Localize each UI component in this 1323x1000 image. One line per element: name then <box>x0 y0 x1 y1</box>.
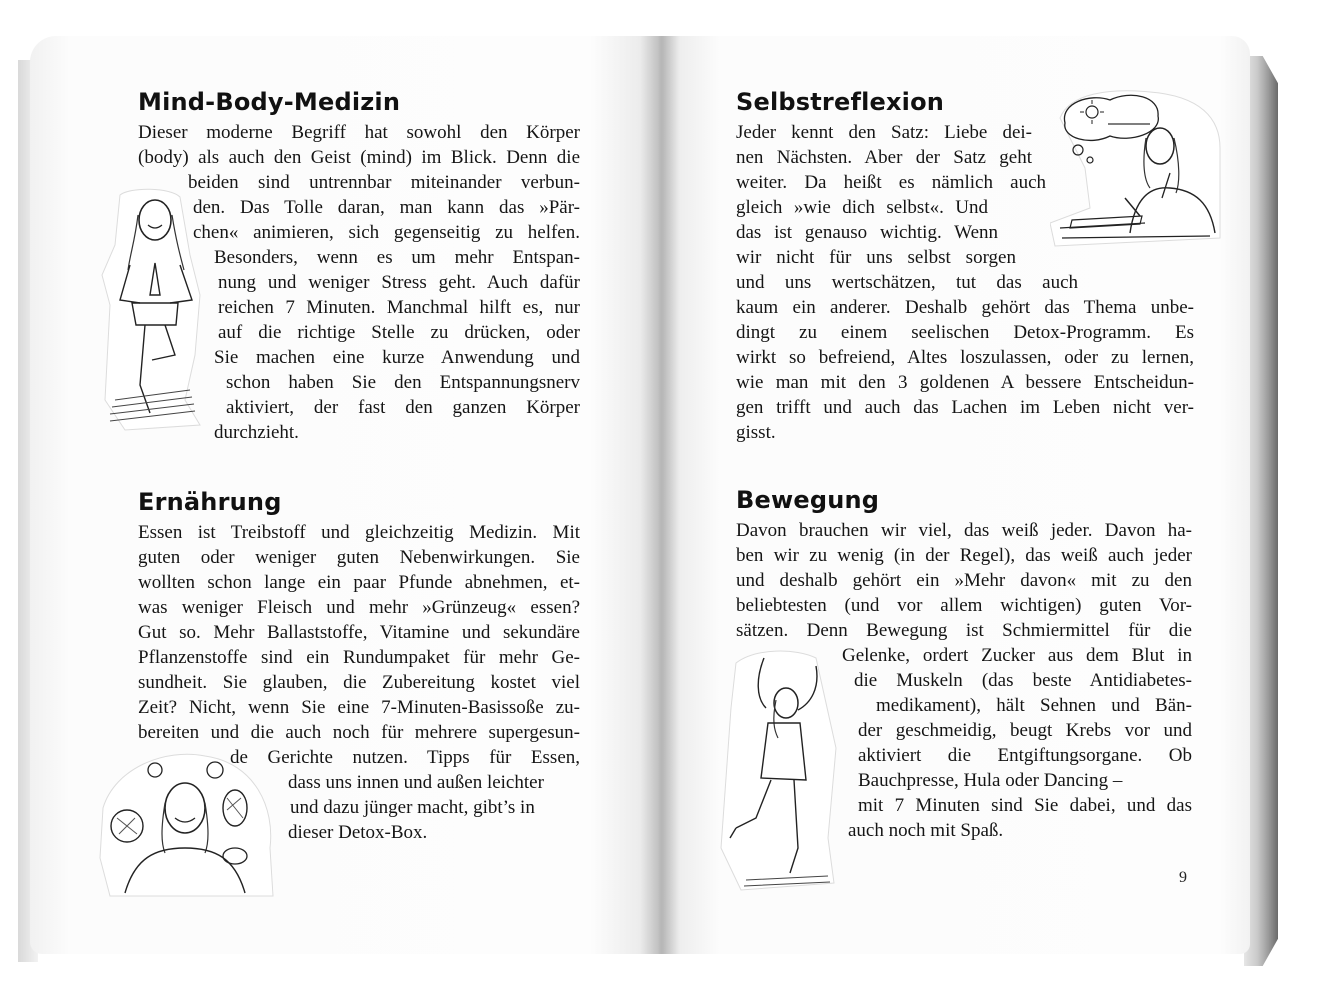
text-line: medikament), hält Sehnen und Bän- <box>876 695 1192 716</box>
dancing-woman-illustration <box>716 648 841 893</box>
heading-ernaehrung: Ernährung <box>138 488 282 516</box>
text-line: dass uns innen und außen leichter <box>288 772 544 793</box>
text-line: schon haben Sie den Entspannungsnerv <box>226 372 580 393</box>
text-line: de Gerichte nutzen. Tipps für Essen, <box>230 747 580 768</box>
text-line: und dazu jünger macht, gibt’s in <box>290 797 535 818</box>
text-line: den. Das Tolle daran, man kann das »Pär- <box>193 197 580 218</box>
text-line: und deshalb gehört ein »Mehr davon« mit zu den <box>736 570 1192 591</box>
text-line: Sie machen eine kurze Anwendung und <box>214 347 580 368</box>
text-line: gisst. <box>736 422 776 443</box>
text-line: weiter. Da heißt es nämlich auch <box>736 172 1046 193</box>
text-line: sundheit. Sie glauben, die Zubereitung kostet viel <box>138 672 580 693</box>
text-line: Essen ist Treibstoff und gleichzeitig Medizin. Mit <box>138 522 580 543</box>
text-line: was weniger Fleisch und mehr »Grünzeug« essen? <box>138 597 580 618</box>
text-line: beiden sind untrennbar miteinander verbun- <box>188 172 580 193</box>
text-line: beliebtesten (und vor allem wichtigen) guten Vor- <box>736 595 1192 616</box>
text-line: nung und weniger Stress geht. Auch dafür <box>218 272 580 293</box>
text-line: (body) als auch den Geist (mind) im Blick. Denn die <box>138 147 580 168</box>
text-line: auch noch mit Spaß. <box>848 820 1004 841</box>
text-line: wie man mit den 3 goldenen A bessere Entscheidun- <box>736 372 1194 393</box>
text-line: Besonders, wenn es um mehr Entspan- <box>214 247 580 268</box>
text-line: aktiviert, der fast den ganzen Körper <box>226 397 580 418</box>
text-line: das ist genauso wichtig. Wenn <box>736 222 998 243</box>
text-line: Davon brauchen wir viel, das weiß jeder. Davon ha- <box>736 520 1192 541</box>
text-line: die Muskeln (das beste Antidiabetes- <box>854 670 1192 691</box>
woman-with-vegetables-illustration <box>95 748 275 898</box>
text-line: Bauchpresse, Hula oder Dancing – <box>858 770 1123 791</box>
text-line: dieser Detox-Box. <box>288 822 428 843</box>
page-number: 9 <box>1179 869 1187 886</box>
heading-bewegung: Bewegung <box>736 486 880 514</box>
text-line: Gelenke, ordert Zucker aus dem Blut in <box>842 645 1192 666</box>
text-line: wirkt so befreiend, Altes loszulassen, oder zu lernen, <box>736 347 1194 368</box>
text-line: ben wir zu wenig (in der Regel), das weiß auch jeder <box>736 545 1192 566</box>
text-line: Dieser moderne Begriff hat sowohl den Körper <box>138 122 580 143</box>
text-line: guten oder weniger guten Nebenwirkungen. Sie <box>138 547 580 568</box>
text-line: Zeit? Nicht, wenn Sie eine 7-Minuten-Basissoße zu- <box>138 697 580 718</box>
text-line: Pflanzenstoffe sind ein Rundumpaket für mehr Ge- <box>138 647 580 668</box>
text-line: gleich »wie dich selbst«. Und <box>736 197 988 218</box>
text-line: auf die richtige Stelle zu drücken, oder <box>218 322 580 343</box>
book-spine <box>640 36 680 954</box>
text-line: sätzen. Denn Bewegung ist Schmiermittel für die <box>736 620 1192 641</box>
text-line: durchzieht. <box>214 422 299 443</box>
text-line: chen« animieren, sich gegenseitig zu helfen. <box>193 222 580 243</box>
text-line: kaum ein anderer. Deshalb gehört das Thema unbe- <box>736 297 1194 318</box>
text-line: mit 7 Minuten sind Sie dabei, und das <box>858 795 1192 816</box>
meditating-woman-illustration <box>100 185 210 435</box>
heading-mind-body-medizin: Mind-Body-Medizin <box>138 88 401 116</box>
thinking-woman-writing-illustration <box>1050 88 1222 250</box>
text-line: Gut so. Mehr Ballaststoffe, Vitamine und sekundäre <box>138 622 580 643</box>
text-line: Jeder kennt den Satz: Liebe dei- <box>736 122 1032 143</box>
text-line: nen Nächsten. Aber der Satz geht <box>736 147 1032 168</box>
text-line: aktiviert die Entgiftungsorgane. Ob <box>858 745 1192 766</box>
heading-selbstreflexion: Selbstreflexion <box>736 88 945 116</box>
text-line: reichen 7 Minuten. Manchmal hilft es, nur <box>218 297 580 318</box>
text-line: wollten schon lange ein paar Pfunde abnehmen, et- <box>138 572 580 593</box>
text-line: und uns wertschätzen, tut das auch <box>736 272 1078 293</box>
text-line: gen trifft und auch das Lachen im Leben nicht ver- <box>736 397 1194 418</box>
text-line: der geschmeidig, beugt Krebs vor und <box>858 720 1192 741</box>
text-line: wir nicht für uns selbst sorgen <box>736 247 1016 268</box>
text-line: dingt zu einem seelischen Detox-Programm. Es <box>736 322 1194 343</box>
text-line: bereiten und die auch noch für mehrere supergesun- <box>138 722 580 743</box>
